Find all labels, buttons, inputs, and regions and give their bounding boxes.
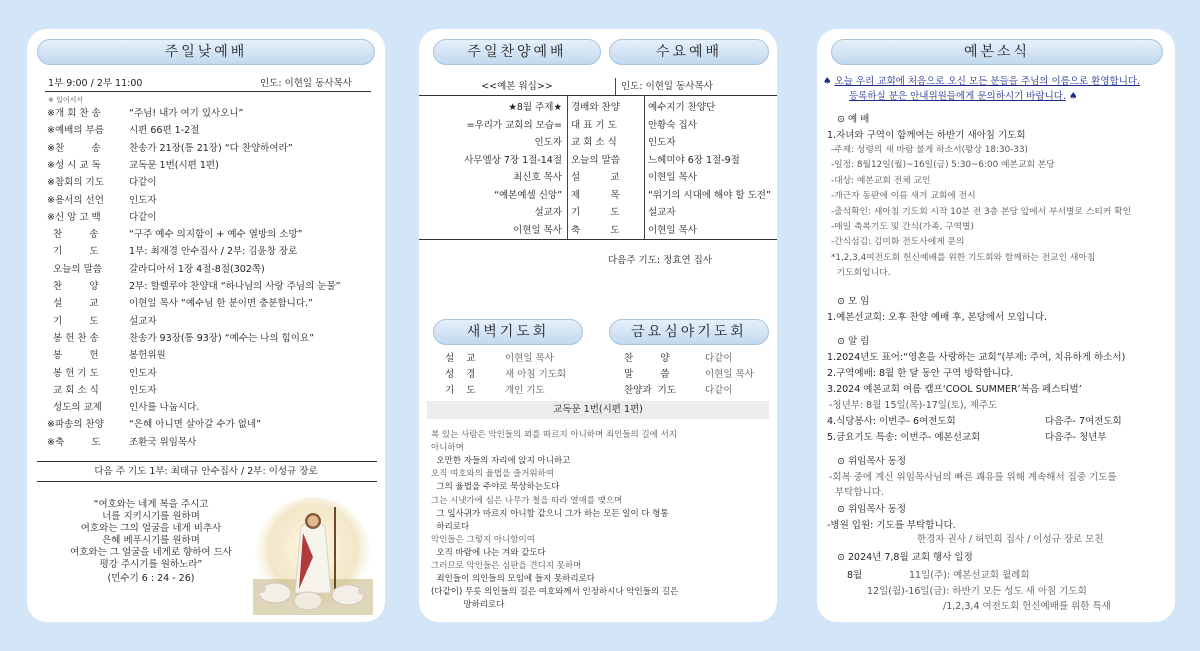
welcome-line-2 <box>849 88 1078 105</box>
section-announcements: ⊙ 알 림 <box>837 336 870 347</box>
divider <box>37 481 377 482</box>
order-item-label: 봉 헌 찬 송 <box>47 332 99 344</box>
order-item-value: “구주 예수 의지함이 + 예수 열방의 소망” <box>129 229 303 241</box>
column-divider <box>644 95 645 239</box>
schedule-item-2: 12일(월)-16일(금): 하반기 모든 성도 새 아침 기도회 <box>867 586 1087 597</box>
hospital-names: 한경자 권사 / 허민희 집사 / 이성규 장로 모친 <box>917 534 1104 545</box>
verse-line: 너를 지키시기를 원하며 <box>102 511 200 522</box>
reading-line: 그는 시냇가에 심은 나무가 철을 따라 열매를 맺으며 <box>431 495 623 506</box>
reading-line: 오만한 자들의 자리에 앉지 아니하고 <box>431 456 571 467</box>
order-item-label: ※성 시 교 독 <box>47 159 101 171</box>
shepherd-illustration <box>253 497 373 615</box>
dawn-label: 성 경 <box>445 369 476 380</box>
praise-right-cell: 안황숙 집사 <box>648 119 697 131</box>
announcement-4: 4.식당봉사: 이번주- 6여전도회 <box>827 416 956 427</box>
section-title-news: 예본소식 <box>831 39 1163 65</box>
order-item-value: 교독문 1번(시편 1편) <box>129 159 219 171</box>
schedule-item-3: /1,2,3,4 여전도회 헌신예배를 위한 특새 <box>943 601 1111 612</box>
section-schedule: ⊙ 2024년 7,8월 교회 행사 일정 <box>837 552 973 563</box>
praise-left-cell: =우리가 교회의 모습= <box>466 119 562 131</box>
reading-line: (다같이) 무릇 의인들의 길은 여호와께서 인정하시나 악인들의 길은 <box>431 587 679 598</box>
order-item-label: ※용서의 선언 <box>47 194 104 206</box>
pastor-news-1: -회복 중에 계신 위임목사님의 빠른 쾌유를 위해 계속해서 집중 기도를 <box>829 472 1117 483</box>
order-item-label: ※신 앙 고 백 <box>47 211 101 223</box>
reading-line: 아니하며 <box>431 443 464 454</box>
worship-detail-line: -일정: 8월12일(월)~16일(금) 5:30~6:00 예본교회 본당 <box>831 160 1055 171</box>
announcement-1: 1.2024년도 표어:“영혼을 사랑하는 교회”(부제: 주여, 치유하게 하소서) <box>827 352 1126 363</box>
dawn-value: 개인 기도 <box>505 385 545 396</box>
next-week-prayer: 다음 주 기도 1부: 최태규 안수집사 / 2부: 이성규 장로 <box>94 466 318 477</box>
friday-value: 이현일 목사 <box>705 369 754 380</box>
pastor-news-2: 부탁합니다. <box>835 487 884 498</box>
order-item-label: 기 도 <box>47 315 99 327</box>
section-title-wednesday: 수요예배 <box>609 39 769 65</box>
hospital-note: -병원 입원: 기도를 부탁합니다. <box>827 520 956 531</box>
friday-value: 다같이 <box>705 385 733 396</box>
next-week-prayer-praise: 다음주 기도: 정효연 집사 <box>608 255 713 266</box>
praise-mid-cell: 경배와 찬양 <box>571 102 620 113</box>
praise-mid-cell: 기 도 <box>571 207 620 218</box>
order-item-label: ※개 회 찬 송 <box>47 108 101 119</box>
order-item-label: 찬 송 <box>47 229 99 241</box>
order-item-label: 교 회 소 식 <box>47 384 99 396</box>
worship-item-title: 1.자녀와 구역이 함께여는 하반기 새아침 기도회 <box>827 130 1026 141</box>
order-item-label: ※파송의 찬양 <box>47 419 104 431</box>
order-item-label: 설 교 <box>47 298 99 310</box>
section-worship: ⊙ 예 배 <box>837 114 870 125</box>
dawn-label: 설 교 <box>445 353 476 364</box>
responsive-reading-title: 교독문 1번(시편 1편) <box>427 401 769 419</box>
praise-left-cell: 최신호 목사 <box>513 172 562 183</box>
announcement-5: 5.금요기도 특송: 이번주- 예본선교회 <box>827 432 981 443</box>
section-pastor-news: ⊙ 위임목사 동정 <box>837 456 907 467</box>
reading-line: 그의 율법을 주야로 묵상하는도다 <box>431 482 560 493</box>
reading-line: 죄인들이 의인들의 모임에 들지 못하리로다 <box>431 574 596 585</box>
announcement-3: 3.2024 예본교회 여름 캠프‘COOL SUMMER’복음 페스티벌’ <box>827 384 1082 395</box>
column-divider <box>615 78 616 95</box>
praise-left-cell: 이현일 목사 <box>513 224 562 236</box>
order-item-value: 설교자 <box>129 315 157 327</box>
panel-sunday-service <box>27 29 385 622</box>
verse-line: 여호와는 그 얼굴을 네게로 향하여 드사 <box>70 547 232 558</box>
panel-church-news <box>817 29 1175 622</box>
praise-mid-cell: 교 회 소 식 <box>571 137 617 148</box>
welcome-text: 오늘 우리 교회에 처음으로 오신 모든 분들을 주님의 이름으로 환영합니다. <box>834 76 1141 87</box>
order-item-value: 찬송가 93장(통 93장) “예수는 나의 힘이요” <box>129 332 315 344</box>
order-item-label: 찬 양 <box>47 281 99 292</box>
order-item-value: 인도자 <box>129 194 157 206</box>
verse-line: 은혜 베푸시기를 원하며 <box>102 535 200 546</box>
order-item-label: ※예배의 부름 <box>47 125 104 137</box>
verse-line: 평강 주시기를 원하노라” <box>99 559 203 570</box>
order-item-value: “은혜 아니면 살아갈 수가 없네” <box>129 419 262 431</box>
order-item-label: 성도의 교제 <box>47 402 102 414</box>
service-times: 1부 9:00 / 2부 11:00 <box>48 78 143 89</box>
verse-line: “여호와는 네게 복을 주시고 <box>93 499 209 510</box>
worship-team-label: <<예본 워십>> <box>481 81 553 92</box>
praise-right-cell: 예수지기 찬양단 <box>648 102 716 113</box>
praise-mid-cell: 설 교 <box>571 172 620 183</box>
praise-right-cell: “위기의 시대에 해야 할 도전” <box>648 189 771 201</box>
praise-left-cell: 인도자 <box>534 137 562 148</box>
section-pastor-news-2: ⊙ 위임목사 동정 <box>837 504 907 515</box>
order-item-value: “주님! 내가 여기 있사오니” <box>129 108 244 119</box>
reading-line: 그러므로 악인들은 심판을 견디지 못하며 <box>431 561 582 571</box>
order-item-value: 이현일 목사 “예수님 한 분이면 충분합니다.” <box>129 298 313 310</box>
worship-detail-line: -간식섬김: 김미화 전도사에게 문의 <box>831 237 965 248</box>
schedule-item-1: 11일(주): 예본선교회 월례회 <box>909 570 1030 581</box>
order-item-value: 갈라디아서 1장 4절-8절(302쪽) <box>129 263 265 275</box>
divider <box>45 91 371 92</box>
praise-right-cell: 이현일 목사 <box>648 224 697 236</box>
dawn-value: 이현일 목사 <box>505 353 554 364</box>
meeting-item: 1.예본선교회: 오후 찬양 예배 후, 본당에서 모입니다. <box>827 312 1047 323</box>
section-title-praise: 주일찬양예배 <box>433 39 601 65</box>
order-item-value: 다같이 <box>129 177 157 189</box>
praise-left-cell: 설교자 <box>534 207 562 218</box>
announcement-5-next: 다음주- 청년부 <box>1045 432 1107 443</box>
worship-detail-line: -매일 축복기도 및 간식(가족, 구역별) <box>831 222 974 232</box>
bible-verse <box>41 499 261 585</box>
order-item-label: ※축 도 <box>47 436 101 448</box>
worship-detail-line: -개근자 동판에 이름 새겨 교회에 전시 <box>831 191 976 202</box>
order-item-value: 시편 66편 1-2절 <box>129 125 200 137</box>
order-item-label: 기 도 <box>47 246 99 258</box>
friday-value: 다같이 <box>705 353 733 364</box>
order-item-value: 인도자 <box>129 384 157 396</box>
order-item-value: 인도자 <box>129 367 157 379</box>
praise-mid-cell: 제 목 <box>571 189 620 201</box>
order-item-label: 봉 헌 <box>47 350 99 362</box>
worship-detail-line: -출석확인: 새아침 기도회 시작 10분 전 3층 본당 앞에서 부서별로 스티커 확인 <box>831 206 1132 217</box>
praise-left-cell: ★8월 주제★ <box>508 102 562 113</box>
reading-line: 망하리로다 <box>431 600 505 611</box>
verse-reference: (민수기 6 : 24 - 26) <box>107 573 195 584</box>
praise-right-cell: 이현일 목사 <box>648 172 697 183</box>
verse-line: 여호와는 그의 얼굴을 네게 비추사 <box>80 523 222 534</box>
praise-right-cell: 느헤미야 6장 1절-9절 <box>648 154 740 166</box>
order-item-value: 인사를 나눕시다. <box>129 402 200 414</box>
order-item-label: 봉 헌 기 도 <box>47 367 99 379</box>
friday-label: 말 씀 <box>624 369 670 380</box>
section-title-dawn: 새벽기도회 <box>433 319 583 345</box>
friday-label: 찬양과 기도 <box>624 385 676 396</box>
spade-icon: ♠ <box>1069 91 1078 102</box>
announcement-4-next: 다음주- 7여전도회 <box>1045 416 1122 427</box>
praise-left-cell: 사무엘상 7장 1절-14절 <box>464 154 562 166</box>
praise-right-cell: 설교자 <box>648 207 676 218</box>
order-item-label: ※참회의 기도 <box>47 177 104 189</box>
praise-left-cell: “예본예셀 신앙” <box>494 189 562 201</box>
order-item-value: 2부: 할렐루야 찬양대 “하나님의 사랑 주님의 눈물” <box>129 281 341 292</box>
order-item-label: ※찬 송 <box>47 142 101 154</box>
schedule-month: 8월 <box>847 570 863 581</box>
divider <box>419 239 777 240</box>
stand-note: ※ 일어서서 <box>48 96 84 104</box>
worship-detail-line: 기도회입니다. <box>831 268 891 279</box>
friday-label: 찬 양 <box>624 353 670 364</box>
dawn-label: 기 도 <box>445 385 476 396</box>
divider <box>419 95 777 96</box>
section-title-sunday: 주일낮예배 <box>37 39 375 65</box>
order-item-label: 오늘의 말씀 <box>47 263 102 275</box>
reading-line: 오직 바람에 나는 겨와 같도다 <box>431 547 546 558</box>
worship-detail-line: *1,2,3,4여전도회 헌신예배를 위한 기도회와 함께하는 전교인 새아침 <box>831 252 1096 263</box>
service-leader: 인도: 이현일 동사목사 <box>260 78 352 89</box>
reading-line: 하리로다 <box>431 521 470 532</box>
section-title-friday: 금요심야기도회 <box>609 319 769 345</box>
order-item-value: 조환국 위임목사 <box>129 436 197 448</box>
divider <box>37 461 377 462</box>
welcome-text-2: 등록하실 분은 안내위원들에게 문의하시기 바랍니다. <box>849 91 1066 102</box>
reading-line: 악인들은 그렇지 아니함이여 <box>431 534 535 545</box>
announcement-3-detail: -청년부: 8월 15일(목)-17일(토), 제주도 <box>829 400 998 411</box>
order-item-value: 봉헌위원 <box>129 350 166 362</box>
section-meeting: ⊙ 모 임 <box>837 296 870 307</box>
praise-mid-cell: 축 도 <box>571 224 620 236</box>
column-divider <box>567 95 568 239</box>
worship-detail-line: -주제: 성령의 새 바람 불게 하소서(왕상 18:30-33) <box>831 145 1028 155</box>
reading-line: 오직 여호와의 율법을 즐거워하여 <box>431 469 555 480</box>
praise-mid-cell: 오늘의 말씀 <box>571 154 620 166</box>
worship-detail-line: -대상: 예본교회 전체 교인 <box>831 175 931 186</box>
dawn-value: 새 아침 기도회 <box>505 369 567 380</box>
order-item-value: 찬송가 21장(통 21장) “다 찬양하여라” <box>129 142 293 154</box>
announcement-2: 2.구역예배: 8월 한 달 동안 구역 방학합니다. <box>827 368 1014 379</box>
praise-mid-cell: 대 표 기 도 <box>571 119 617 131</box>
panel-praise-service <box>419 29 777 622</box>
wednesday-leader: 인도: 이현일 동사목사 <box>621 81 713 92</box>
praise-right-cell: 인도자 <box>648 137 676 148</box>
reading-line: 그 잎사귀가 마르지 아니함 같으니 그가 하는 모든 일이 다 형통 <box>431 508 669 519</box>
reading-line: 복 있는 사람은 악인들의 꾀를 따르지 아니하며 죄인들의 길에 서지 <box>431 430 678 440</box>
order-item-value: 다같이 <box>129 211 157 223</box>
spade-icon: ♠ <box>823 76 832 87</box>
order-item-value: 1부: 최재경 안수집사 / 2부: 김윤창 장로 <box>129 246 298 258</box>
